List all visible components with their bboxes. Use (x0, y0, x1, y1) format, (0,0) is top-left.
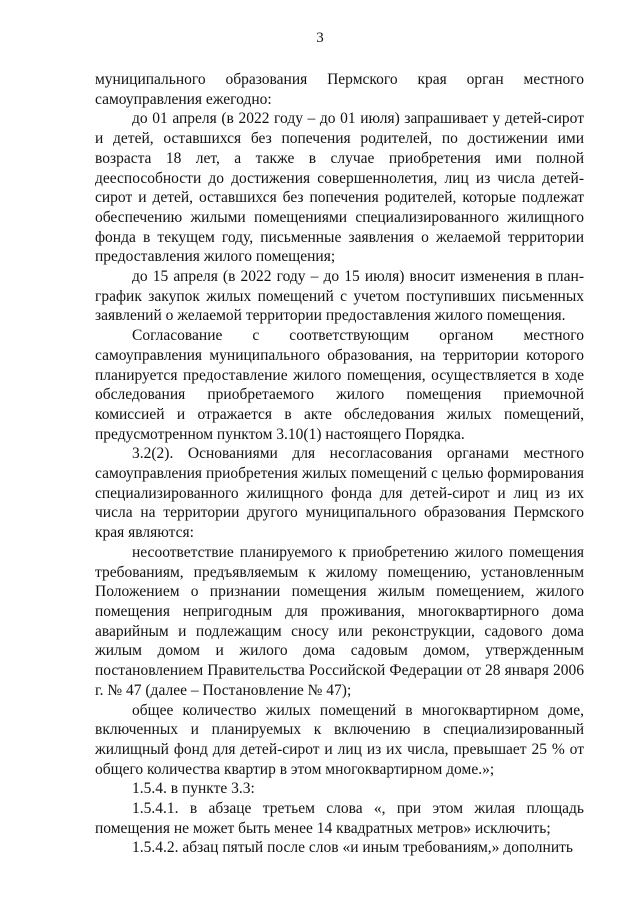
paragraph: 1.5.4.2. абзац пятый после слов «и иным требованиям,» дополнить (132, 839, 573, 857)
document-body (95, 70, 584, 858)
page-number: 3 (316, 30, 324, 46)
paragraph: муниципального образования Пермского края орган местного самоуправления ежегодно: (95, 71, 584, 108)
paragraph: 1.5.4.1. в абзаце третьем слова «, при этом жилая площадь помещения не может быть менее 14 квадратных метров» исключить; (95, 800, 584, 837)
paragraph: Согласование с соответствующим органом местного самоуправления муниципального образования, на территории которого планируется предоставление жилого помещения, осуществляется в ходе обследования приобретаемого жилого помещения приемочной комиссией и отражается в акте обследования жилых помещений, предусмотренном пунктом 3.10(1) настоящего Порядка. (95, 327, 584, 443)
paragraph: до 01 апреля (в 2022 году – до 01 июля) запрашивает у детей-сирот и детей, оставшихся без попечения родителей, по достижении ими возраста 18 лет, а также в случае приобретения ими полной дееспособности до достижения совершеннолетия, лиц из числа детей-сирот и детей, оставшихся без попечения родителей, которые подлежат обеспечению жилыми помещениями специализированного жилищного фонда в текущем году, письменные заявления о желаемой территории предоставления жилого помещения; (95, 110, 584, 266)
paragraph: общее количество жилых помещений в многоквартирном доме, включенных и планируемых к включению в специализированный жилищный фонд для детей-сирот и лиц из их числа, превышает 25 % от общего количества квартир в этом многоквартирном доме.»; (95, 701, 584, 778)
paragraph: до 15 апреля (в 2022 году – до 15 июля) вносит изменения в план-график закупок жилых помещений с учетом поступивших письменных заявлений о желаемой территории предоставления жилого помещения. (95, 268, 584, 325)
paragraph: несоответствие планируемого к приобретению жилого помещения требованиям, предъявляемым к жилому помещению, установленным Положением о признании помещения жилым помещением, жилого помещения непригодным для проживания, многоквартирного дома аварийным и подлежащим сносу или реконструкции, садового дома жилым домом и жилого дома садовым домом, утвержденным постановлением Правительства Российской Федерации от 28 января 2006 г. № 47 (далее – Постановление № 47); (95, 543, 584, 699)
paragraph: 1.5.4. в пункте 3.3: (132, 780, 255, 798)
paragraph: 3.2(2). Основаниями для несогласования органами местного самоуправления приобретения жилых помещений с целью формирования специализированного жилищного фонда для детей-сирот и лиц из их числа на территории другого муниципального образования Пермского края являются: (95, 445, 584, 542)
